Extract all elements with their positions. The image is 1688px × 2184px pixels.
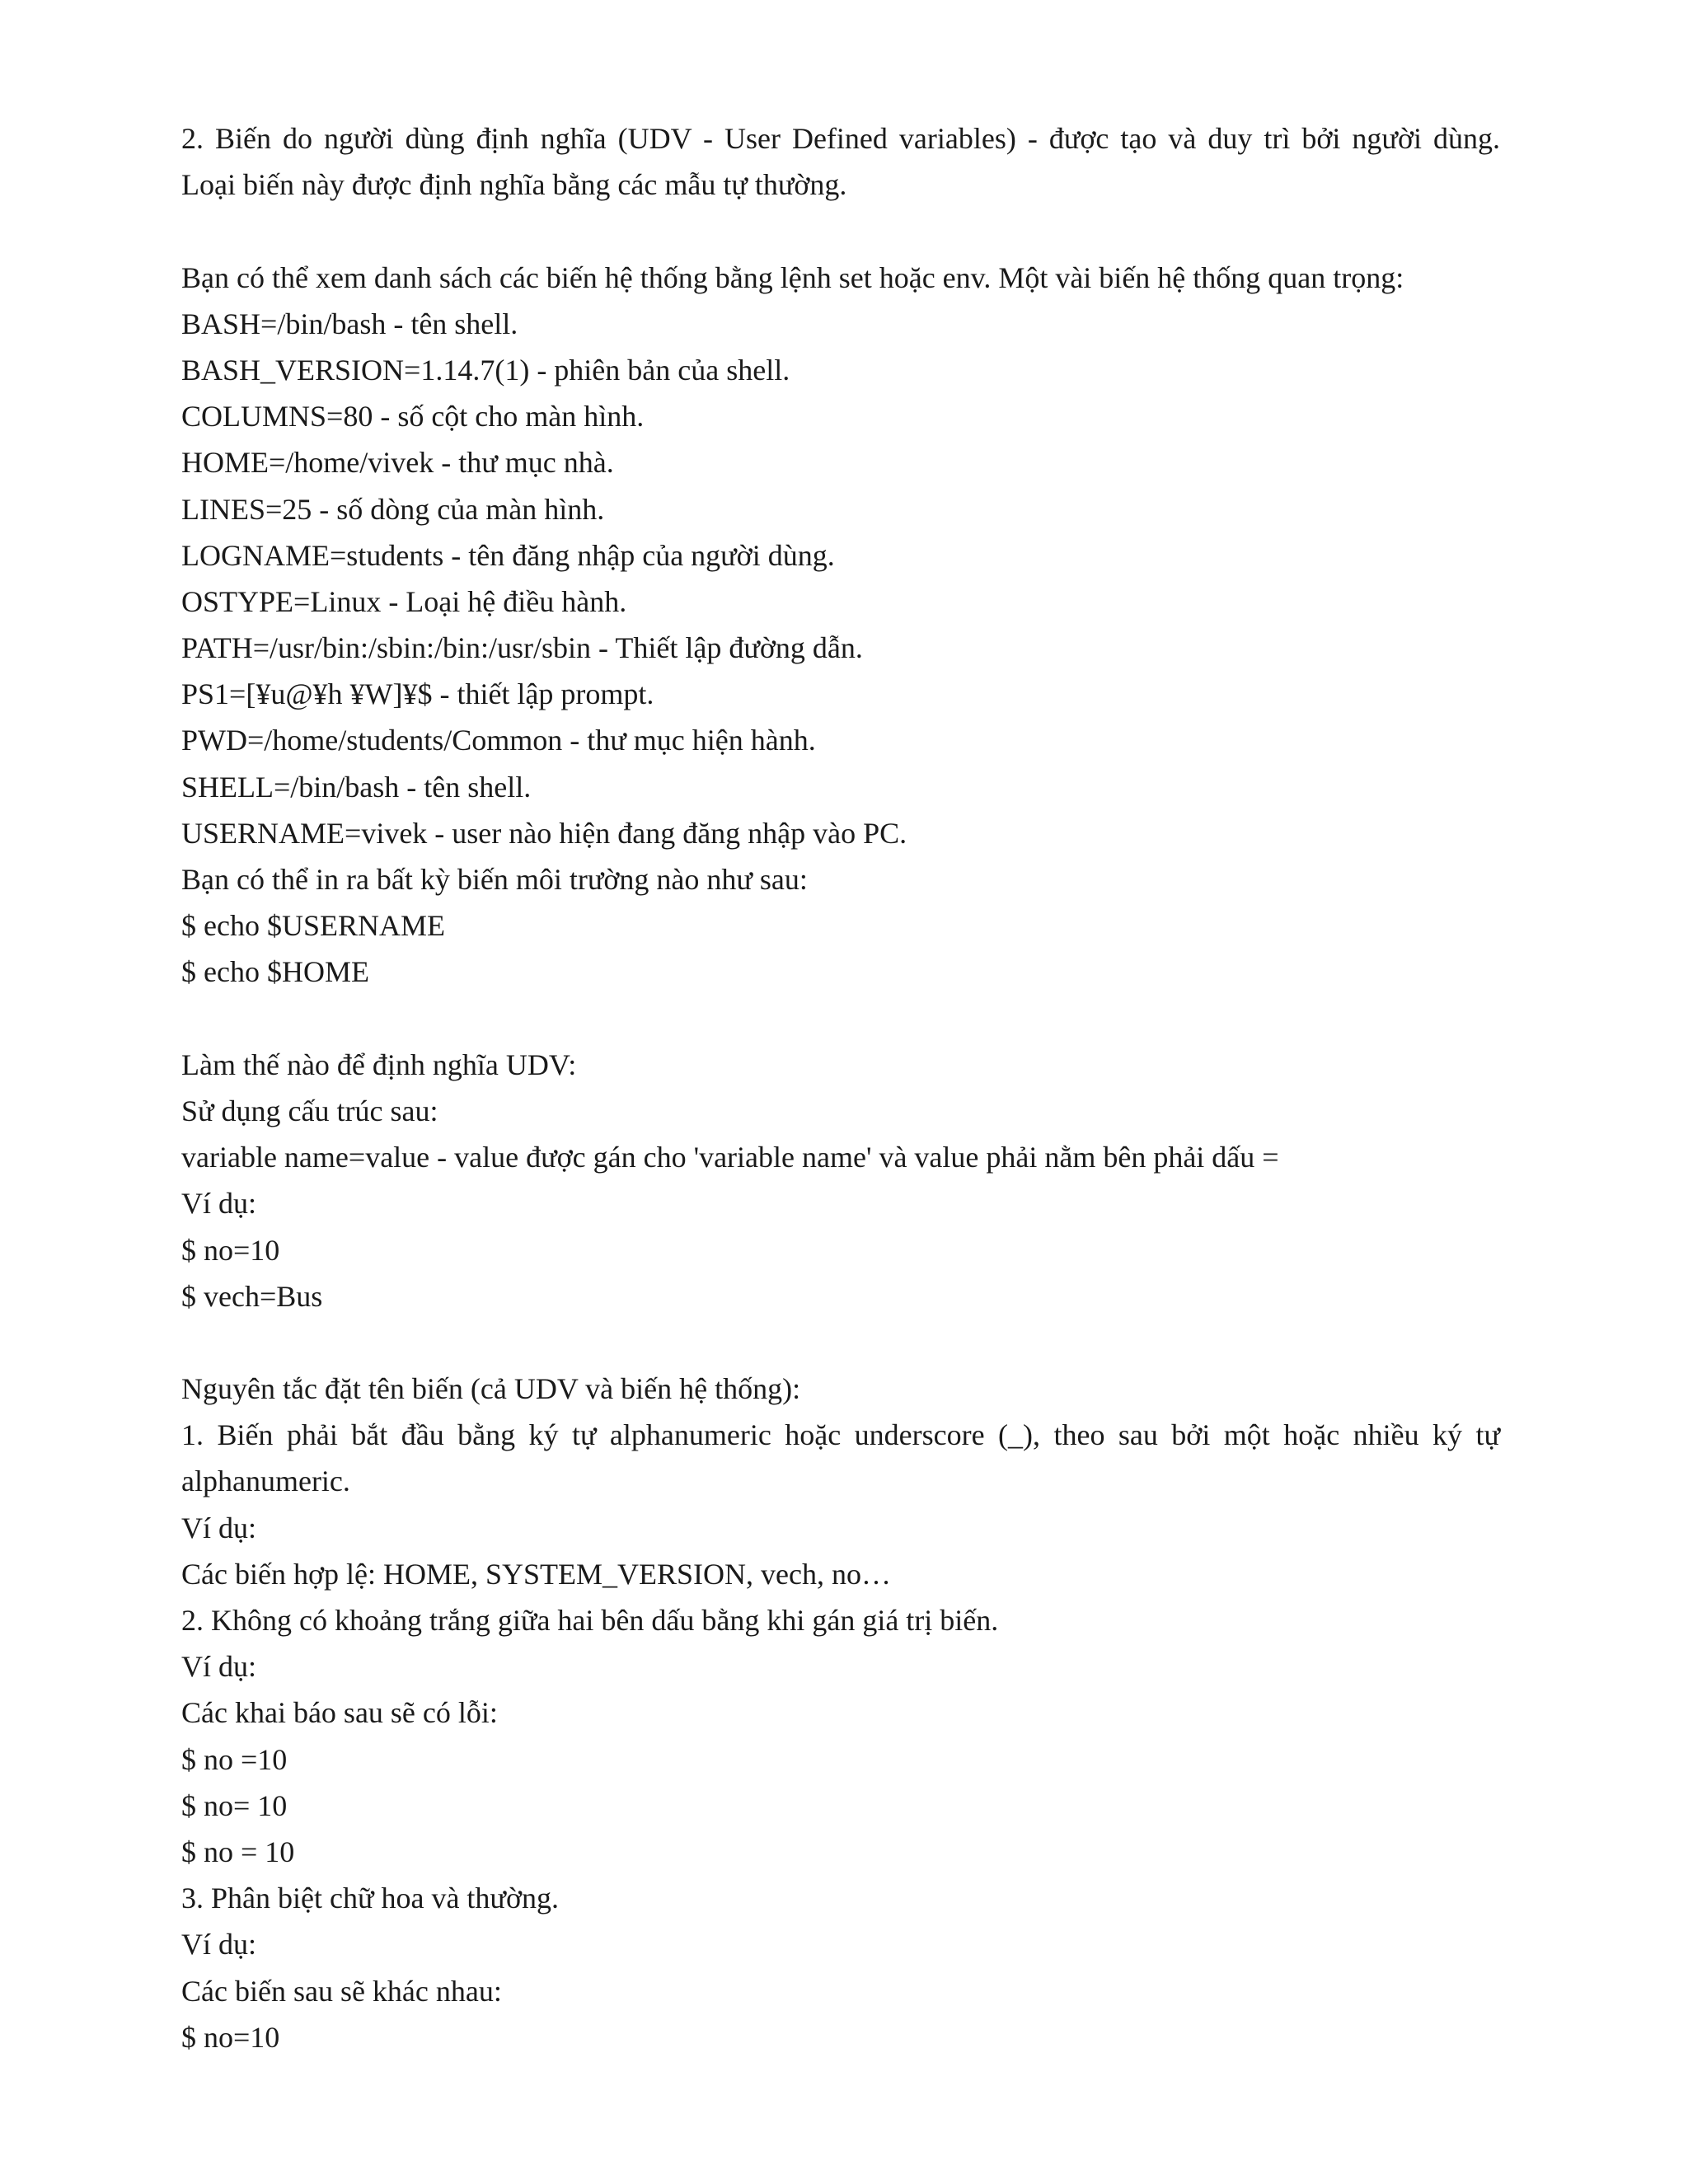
system-var-item: BASH_VERSION=1.14.7(1) - phiên bản của shell. bbox=[181, 353, 790, 387]
udv-intro-line-2: Loại biến này được định nghĩa bằng các mẫu tự thường. bbox=[181, 168, 847, 202]
system-var-item: LINES=25 - số dòng của màn hình. bbox=[181, 492, 605, 526]
paragraph-spacer bbox=[181, 1319, 1500, 1366]
example-label: Ví dụ: bbox=[181, 1511, 257, 1544]
example-command: $ no=10 bbox=[181, 1233, 280, 1267]
invalid-assignment: $ no = 10 bbox=[181, 1835, 295, 1868]
system-var-item: COLUMNS=80 - số cột cho màn hình. bbox=[181, 400, 645, 434]
naming-rule-1-line-2: alphanumeric. bbox=[181, 1465, 350, 1498]
define-udv-syntax: variable name=value - value được gán cho 'variable name' và value phải nằm bên phải dấu = bbox=[181, 1141, 1279, 1174]
invalid-assignment: $ no= 10 bbox=[181, 1788, 288, 1822]
print-env-command: $ echo $HOME bbox=[181, 955, 369, 989]
paragraph-spacer bbox=[181, 996, 1500, 1042]
example-label: Ví dụ: bbox=[181, 1650, 257, 1684]
naming-rules-heading: Nguyên tắc đặt tên biến (cả UDV và biến hệ thống): bbox=[181, 1372, 801, 1406]
system-var-item: PATH=/usr/bin:/sbin:/bin:/usr/sbin - Thiết lập đường dẫn. bbox=[181, 631, 863, 665]
naming-rule-1-line-1: 1. Biến phải bắt đầu bằng ký tự alphanumeric hoặc underscore (_), theo sau bởi một hoặc nhiều ký tự bbox=[181, 1418, 1500, 1452]
system-var-item: LOGNAME=students - tên đăng nhập của người dùng. bbox=[181, 538, 835, 572]
document-body bbox=[181, 115, 1500, 2060]
example-command: $ vech=Bus bbox=[181, 1279, 323, 1313]
system-var-item: HOME=/home/vivek - thư mục nhà. bbox=[181, 446, 614, 480]
naming-rule-3-intro: Các biến sau sẽ khác nhau: bbox=[181, 1974, 502, 2008]
invalid-assignment: $ no =10 bbox=[181, 1742, 288, 1776]
naming-rule-1-example: Các biến hợp lệ: HOME, SYSTEM_VERSION, vech, no… bbox=[181, 1557, 891, 1591]
system-var-item: PS1=[¥u@¥h ¥W]¥$ - thiết lập prompt. bbox=[181, 677, 654, 711]
naming-rule-2: 2. Không có khoảng trắng giữa hai bên dấu bằng khi gán giá trị biến. bbox=[181, 1604, 999, 1637]
example-label: Ví dụ: bbox=[181, 1928, 257, 1961]
udv-intro-line-1: 2. Biến do người dùng định nghĩa (UDV - User Defined variables) - được tạo và duy trì bởi người dùng. bbox=[181, 122, 1500, 155]
naming-rule-2-intro: Các khai báo sau sẽ có lỗi: bbox=[181, 1696, 498, 1730]
define-udv-heading: Làm thế nào để định nghĩa UDV: bbox=[181, 1047, 577, 1081]
print-env-command: $ echo $USERNAME bbox=[181, 909, 445, 943]
system-var-item: PWD=/home/students/Common - thư mục hiện hành. bbox=[181, 724, 816, 757]
print-env-intro: Bạn có thể in ra bất kỳ biến môi trường nào như sau: bbox=[181, 863, 808, 896]
example-label: Ví dụ: bbox=[181, 1187, 257, 1221]
system-vars-intro: Bạn có thể xem danh sách các biến hệ thống bằng lệnh set hoặc env. Một vài biến hệ thống quan trọng: bbox=[181, 260, 1404, 294]
naming-rule-3: 3. Phân biệt chữ hoa và thường. bbox=[181, 1882, 559, 1915]
system-var-item: USERNAME=vivek - user nào hiện đang đăng nhập vào PC. bbox=[181, 816, 907, 850]
define-udv-usage: Sử dụng cấu trúc sau: bbox=[181, 1094, 438, 1127]
system-var-item: OSTYPE=Linux - Loại hệ điều hành. bbox=[181, 584, 627, 618]
case-sensitive-variable: $ no=10 bbox=[181, 2020, 280, 2054]
system-var-item: BASH=/bin/bash - tên shell. bbox=[181, 307, 518, 340]
paragraph-spacer bbox=[181, 208, 1500, 254]
system-var-item: SHELL=/bin/bash - tên shell. bbox=[181, 770, 532, 804]
